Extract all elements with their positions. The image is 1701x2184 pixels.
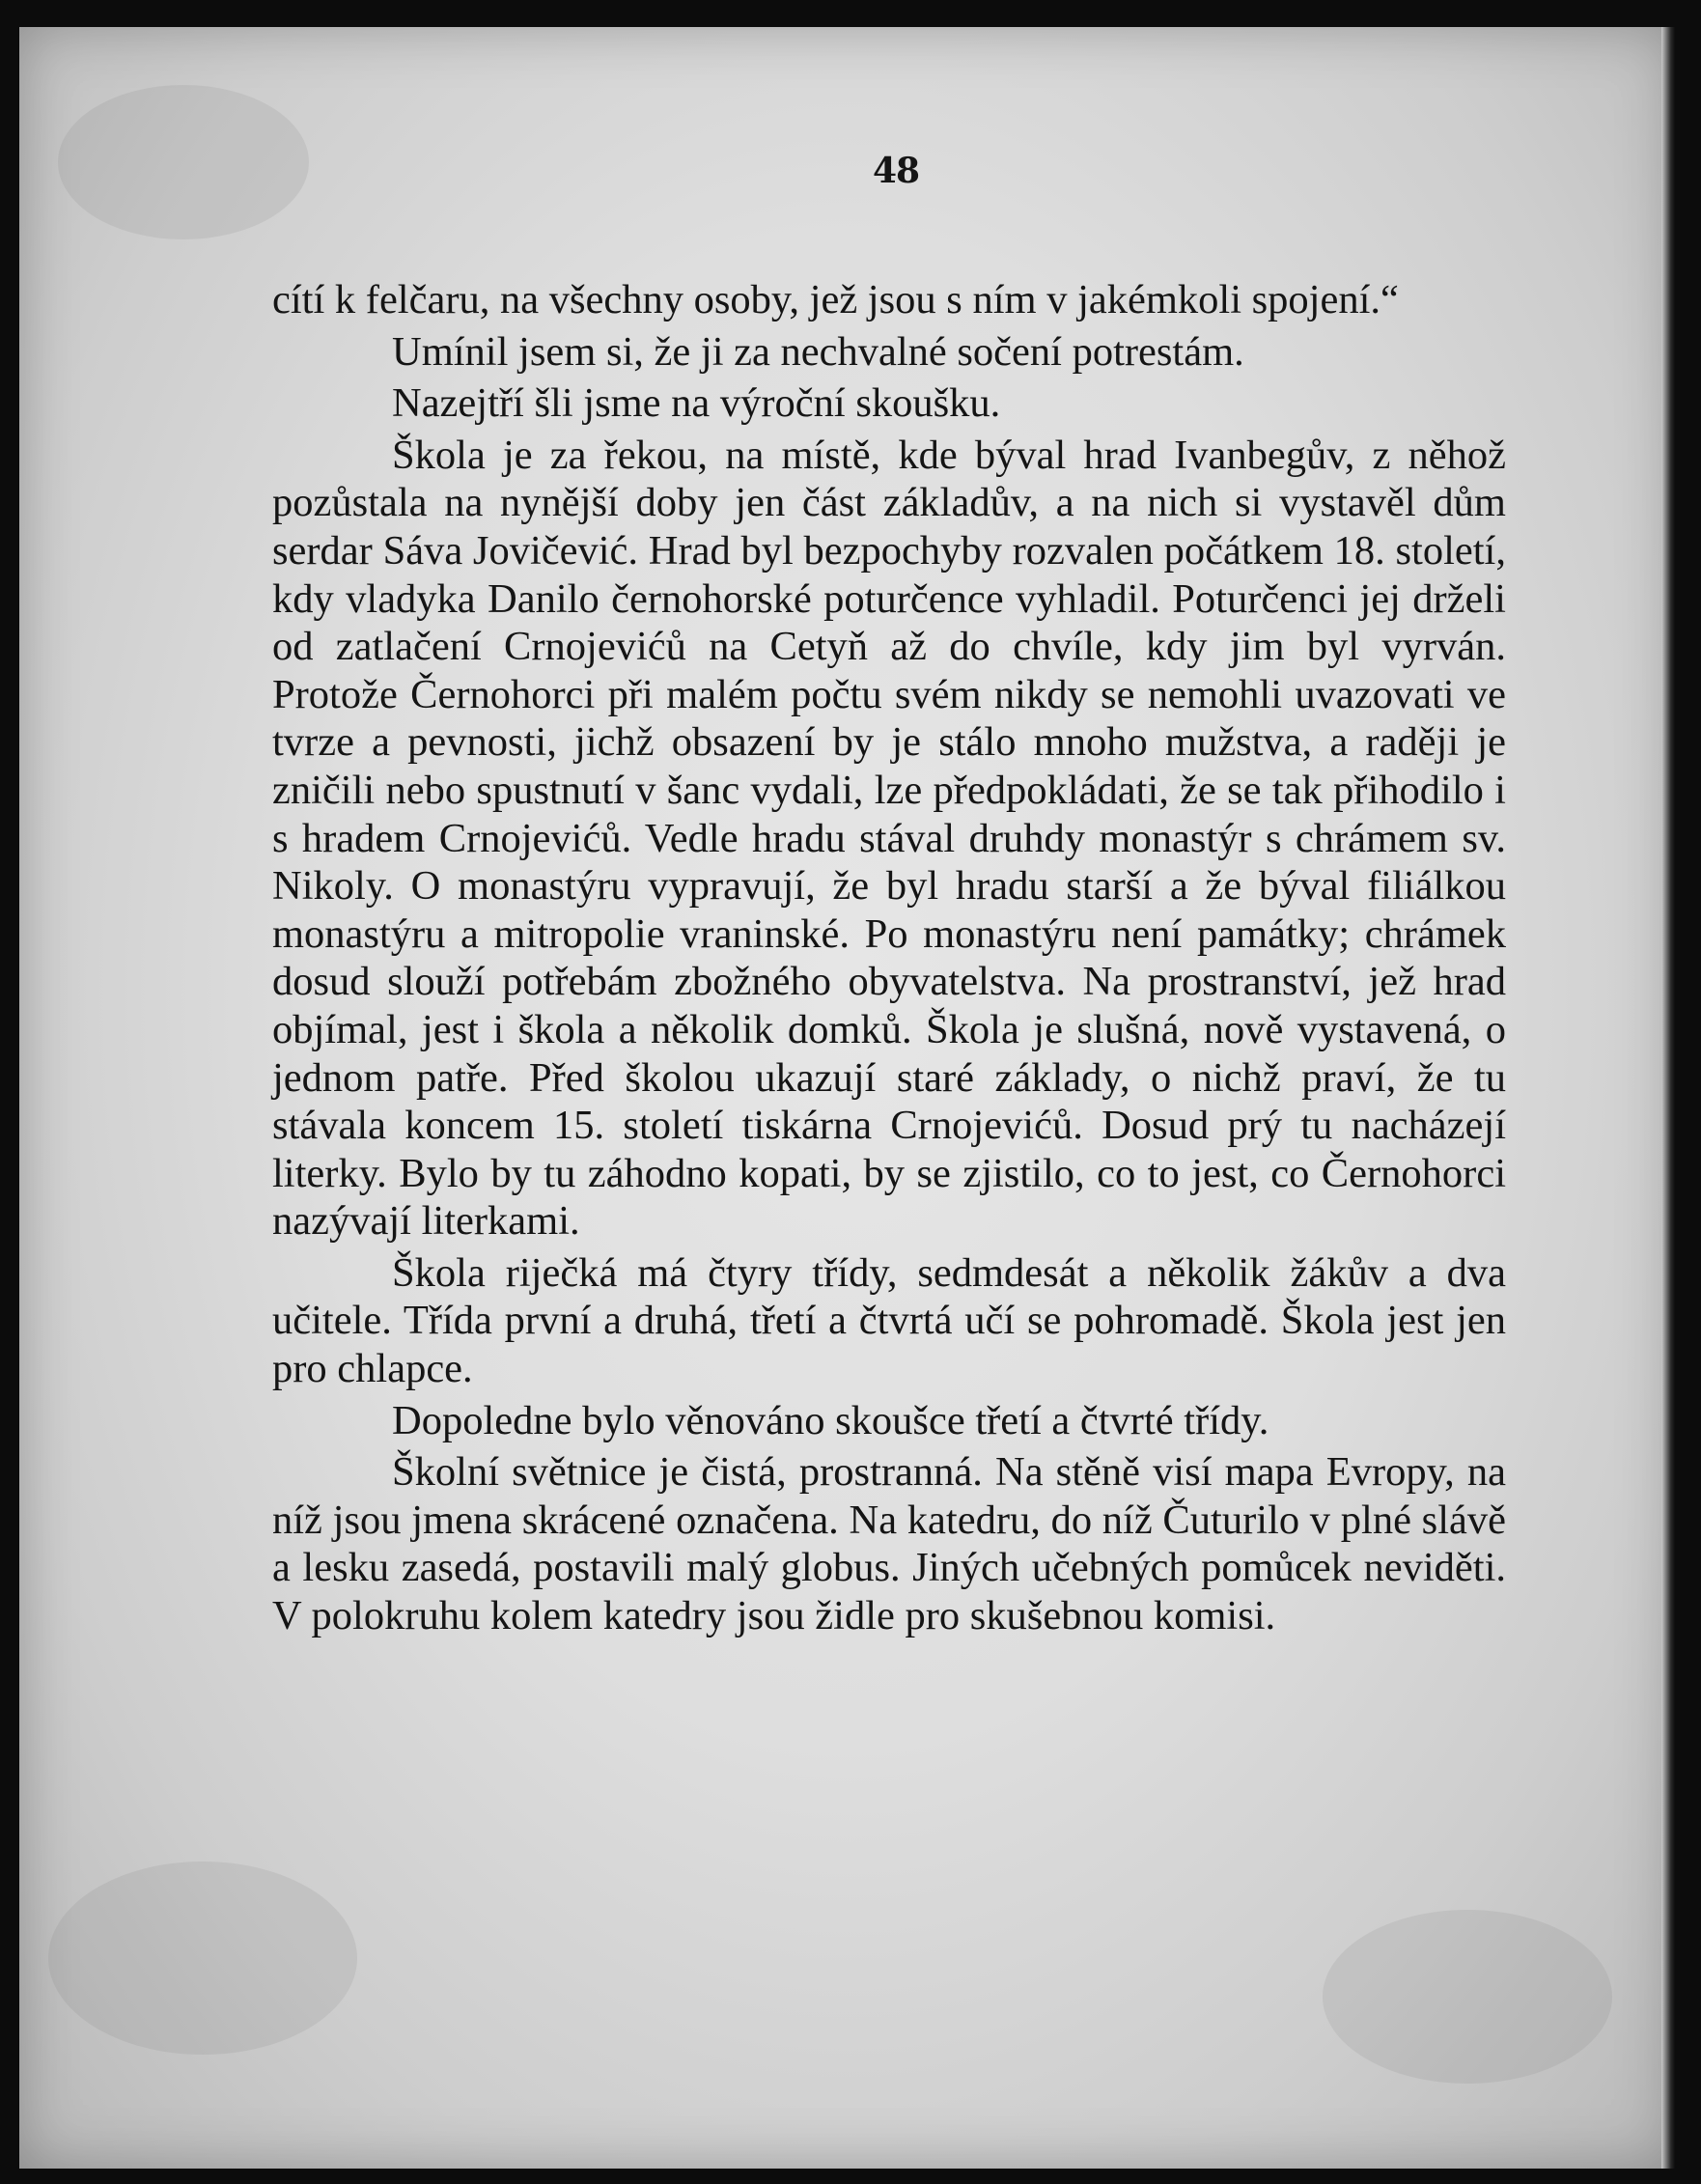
paragraph-5: Škola riječká má čtyry třídy, sedmdesát a několik žákův a dva učitele. Třída první a druhá, třetí a čtvrtá učí se pohromadě. Škola jest jen pro chlapce. [272, 1249, 1506, 1392]
paper-stain [48, 1862, 357, 2055]
paragraph-3: Nazejtří šli jsme na výroční skoušku. [392, 380, 1001, 427]
page-edge-shadow [1661, 27, 1675, 2169]
paragraph-6: Dopoledne bylo věnováno skoušce třetí a čtvrté třídy. [392, 1397, 1269, 1443]
paragraph-7: Školní světnice je čistá, prostranná. Na stěně visí mapa Evropy, na níž jsou jmena skrácené označena. Na katedru, do níž Čuturilo v plné slávě a lesku zasedá, postavili malý globus. Jiných učebných pomůcek neviděti. V polokruhu kolem katedry jsou židle pro skušebnou komisi. [272, 1449, 1506, 1639]
paragraph-2: Umínil jsem si, že ji za nechvalné sočení potrestám. [392, 328, 1244, 375]
book-page [19, 27, 1675, 2169]
page-number: 48 [872, 151, 920, 191]
paragraph-1: cítí k felčaru, na všechny osoby, jež jsou s ním v jakémkoli spojení.“ [272, 277, 1399, 322]
paragraph-4: Škola je za řekou, na místě, kde býval hrad Ivanbegův, z něhož pozůstala na nynější doby jen část základův, a na nich si vystavěl dům serdar Sáva Jovičević. Hrad byl bezpochyby rozvalen počátkem 18. století, kdy vladyka Danilo černohorské poturčence vyhladil. Poturčenci jej drželi od zatlačení Crnojevićů na Cetyň až do chvíle, kdy jim byl vyrván. Protože Černohorci při malém počtu svém nikdy se nemohli uvazovati ve tvrze a pevnosti, jichž obsazení by je stálo mnoho mužstva, a raději je zničili nebo spustnutí v šanc vydali, lze předpokládati, že se tak přihodilo i s hradem Crnojevićů. Vedle hradu stával druhdy monastýr s chrámem sv. Nikoly. O monastýru vypravují, že byl hradu starší a že býval filiálkou monastýru a mitropolie vraninské. Po monastýru není památky; chrámek dosud slouží potřebám zbožného obyvatelstva. Na prostranství, jež hrad objímal, jest i škola a několik domků. Škola je slušná, nově vystavená, o jednom patře. Před školou ukazují staré základy, o nichž praví, že tu stávala koncem 15. století tiskárna Crnojevićů. Dosud prý tu nacházejí literky. Bylo by tu záhodno kopati, by se zjistilo, co to jest, co Černohorci nazývají literkami. [272, 432, 1506, 1245]
paper-stain [58, 85, 309, 239]
body-text [272, 276, 1506, 1640]
paper-stain [1323, 1910, 1612, 2084]
